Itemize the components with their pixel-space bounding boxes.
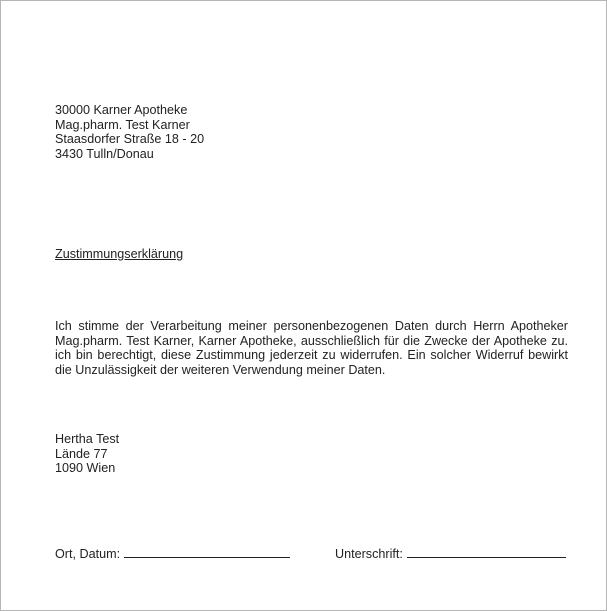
place-date-label: Ort, Datum: [55,547,121,561]
document-title: Zustimmungserklärung [55,247,184,261]
place-date-line [124,546,290,558]
sender-name: 30000 Karner Apotheke [55,103,188,117]
sender-street: Staasdorfer Straße 18 - 20 [55,132,205,147]
sender-city: 3430 Tulln/Donau [55,146,154,161]
recipient-street: Lände 77 [55,446,108,461]
signature-line [407,546,566,558]
sender-address [55,103,204,161]
signature-label: Unterschrift: [335,547,403,561]
signature-field [335,546,566,562]
recipient-name: Hertha Test [55,432,120,446]
place-date-field [55,546,290,562]
recipient-city: 1090 Wien [55,461,116,476]
sender-contact: Mag.pharm. Test Karner [55,117,190,132]
recipient-address [55,432,119,476]
consent-text: Ich stimme der Verarbeitung meiner personenbezogenen Daten durch Herrn Apotheker Mag.pharm. Test Karner, Karner Apotheke, ausschließlich für die Zwecke der Apotheke zu. ich bin berechtigt, diese Zustimmung jederzeit zu widerrufen. Ein solcher Widerruf bewirkt die Unzulässigkeit der weiteren Verwendung meiner Daten. [55,319,568,377]
